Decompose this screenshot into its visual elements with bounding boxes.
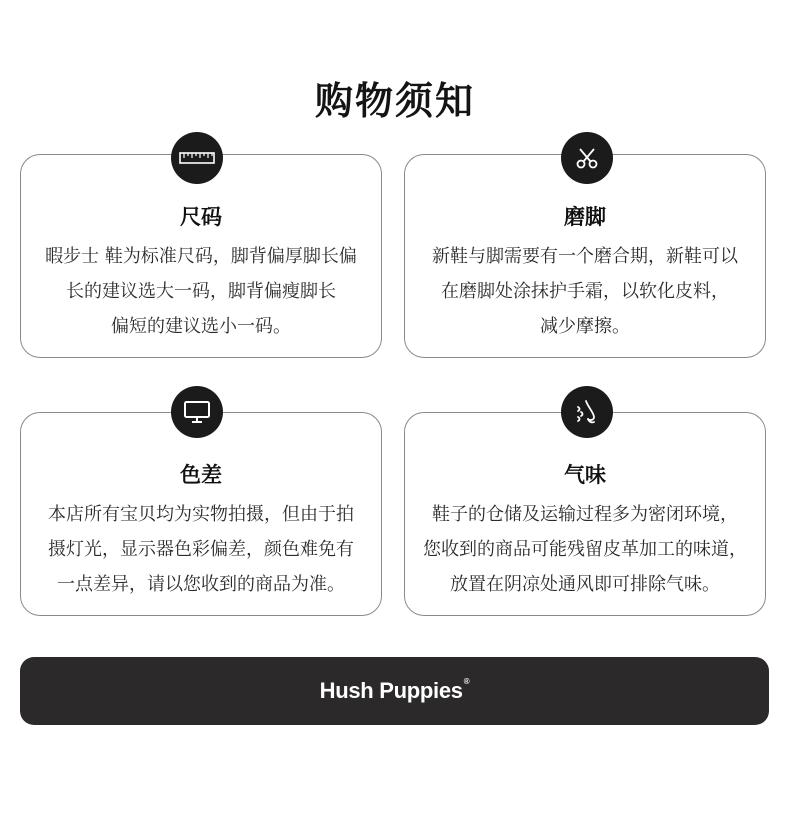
registered-mark: ® bbox=[463, 676, 470, 686]
card-body-line: 暇步士 鞋为标准尺码，脚背偏厚脚长偏 bbox=[45, 246, 357, 267]
card-title: 气味 bbox=[564, 463, 606, 487]
card-body-line: 摄灯光，显示器色彩偏差，颜色难免有 bbox=[48, 539, 354, 560]
card-body-line: 减少摩擦。 bbox=[540, 316, 630, 337]
card-body-line: 偏短的建议选小一码。 bbox=[111, 316, 291, 337]
card-title: 色差 bbox=[180, 463, 222, 487]
monitor-icon bbox=[171, 386, 223, 438]
card-body-line: 一点差异，请以您收到的商品为准。 bbox=[57, 574, 345, 595]
card-body bbox=[405, 497, 765, 602]
card-body-line: 本店所有宝贝均为实物拍摄，但由于拍 bbox=[48, 504, 354, 525]
brand-logo bbox=[320, 678, 470, 704]
card-title: 磨脚 bbox=[564, 205, 606, 229]
card-break-in bbox=[404, 154, 766, 358]
card-body-line: 新鞋与脚需要有一个磨合期，新鞋可以 bbox=[432, 246, 738, 267]
brand-name: Hush Puppies bbox=[319, 678, 463, 703]
card-body-line: 长的建议选大一码，脚背偏瘦脚长 bbox=[66, 281, 336, 302]
card-body-line: 鞋子的仓储及运输过程多为密闭环境， bbox=[432, 504, 738, 525]
card-body-line: 在磨脚处涂抹护手霜，以软化皮料， bbox=[441, 281, 729, 302]
card-body-line: 放置在阴凉处通风即可排除气味。 bbox=[450, 574, 720, 595]
ruler-icon bbox=[171, 132, 223, 184]
card-body bbox=[21, 497, 381, 602]
card-body-line: 您收到的商品可能残留皮革加工的味道， bbox=[423, 539, 747, 560]
card-size bbox=[20, 154, 382, 358]
card-body bbox=[21, 239, 381, 344]
card-odor bbox=[404, 412, 766, 616]
card-color-difference bbox=[20, 412, 382, 616]
brand-banner bbox=[20, 657, 769, 725]
nose-odor-icon bbox=[561, 386, 613, 438]
page-title: 购物须知 bbox=[314, 79, 475, 123]
card-title: 尺码 bbox=[180, 205, 222, 229]
scissors-icon bbox=[561, 132, 613, 184]
card-body bbox=[405, 239, 765, 344]
